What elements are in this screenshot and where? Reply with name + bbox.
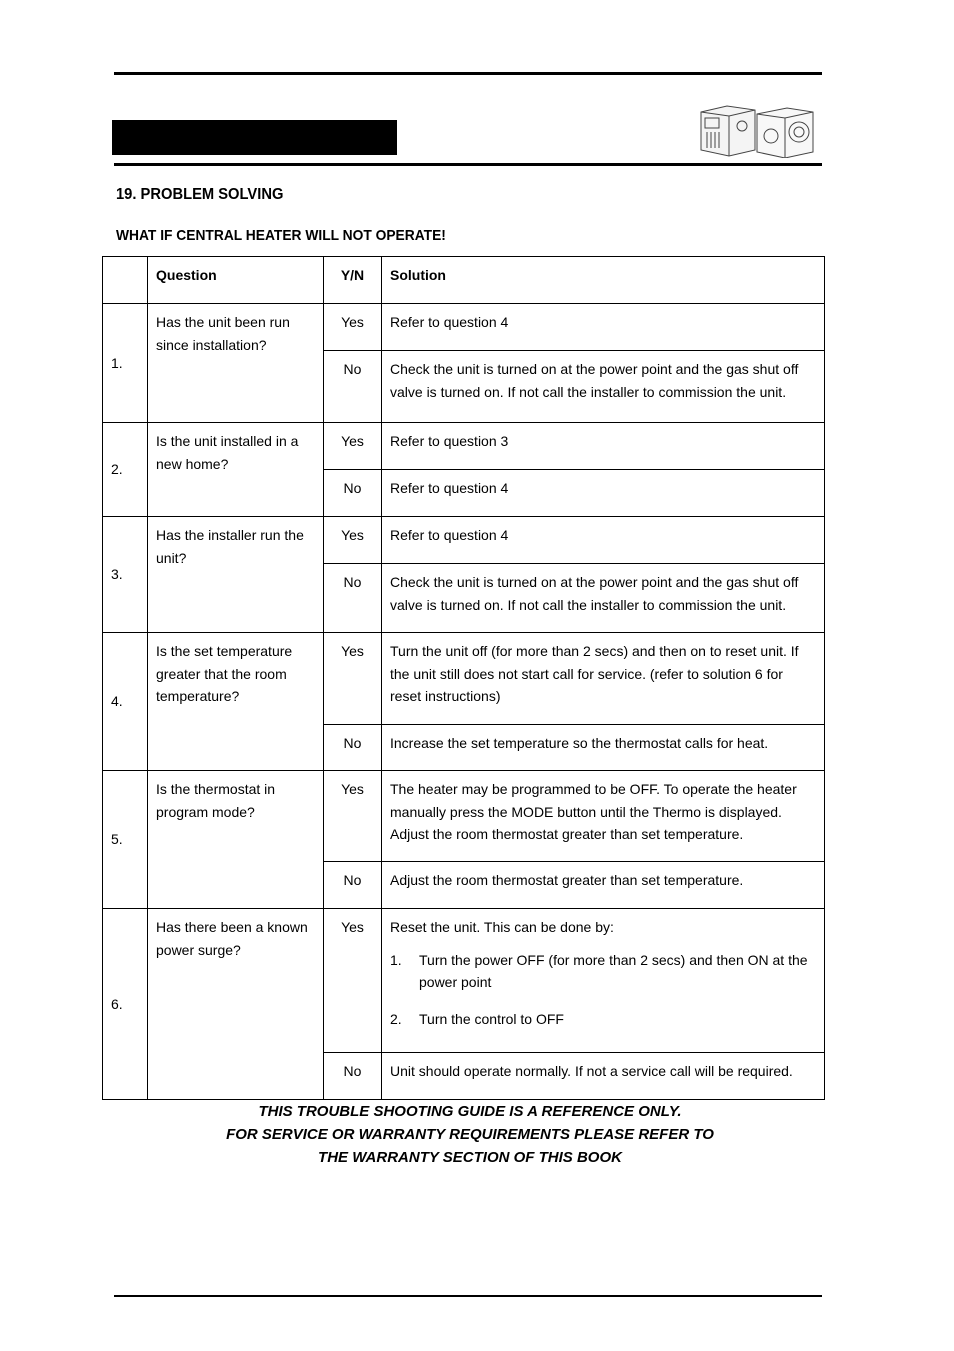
yes-label: Yes: [324, 909, 382, 1053]
yes-label: Yes: [324, 771, 382, 862]
step-text: Turn the power OFF (for more than 2 secs) and then ON at the power point: [419, 951, 808, 990]
row-question: Has the installer run the unit?: [148, 517, 324, 633]
no-label: No: [324, 725, 382, 771]
footer-note: [102, 1100, 838, 1169]
header-black-bar: [112, 120, 397, 155]
reset-steps-list: [390, 949, 816, 1031]
footer-line-2: FOR SERVICE OR WARRANTY REQUIREMENTS PLEASE REFER TO: [226, 1126, 714, 1143]
no-solution: Check the unit is turned on at the power point and the gas shut off valve is turned on. If not call the installer to commission the unit.: [382, 564, 825, 633]
section-title: 19. PROBLEM SOLVING: [116, 186, 284, 203]
table-row: [103, 304, 825, 351]
yes-solution: Refer to question 4: [382, 304, 825, 351]
heater-units-logo-icon: [697, 98, 815, 158]
footer-line-3: THE WARRANTY SECTION OF THIS BOOK: [318, 1149, 622, 1166]
top-rule: [114, 72, 822, 75]
row-question: Has there been a known power surge?: [148, 909, 324, 1100]
no-solution: Increase the set temperature so the thermostat calls for heat.: [382, 725, 825, 771]
table-row: [103, 771, 825, 862]
row-question: Is the unit installed in a new home?: [148, 423, 324, 517]
header-solution: Solution: [382, 257, 825, 304]
no-solution: Refer to question 4: [382, 470, 825, 517]
step-number: 1.: [390, 951, 402, 968]
row-number: 4.: [103, 633, 148, 771]
no-solution: Check the unit is turned on at the power point and the gas shut off valve is turned on. If not call the installer to commission the unit.: [382, 351, 825, 423]
table-header-row: [103, 257, 825, 304]
header-num: [103, 257, 148, 304]
no-solution: Unit should operate normally. If not a service call will be required.: [382, 1053, 825, 1100]
yes-solution: Refer to question 4: [382, 517, 825, 564]
header-yn: Y/N: [324, 257, 382, 304]
footer-line-1: THIS TROUBLE SHOOTING GUIDE IS A REFERENCE ONLY.: [258, 1103, 682, 1120]
no-label: No: [324, 564, 382, 633]
row-number: 5.: [103, 771, 148, 909]
no-label: No: [324, 862, 382, 909]
row-number: 1.: [103, 304, 148, 423]
problem-solving-table: [102, 256, 825, 1100]
yes-solution: Turn the unit off (for more than 2 secs) and then on to reset unit. If the unit still does not start call for service. (refer to solution 6 for reset instructions): [382, 633, 825, 725]
list-item: [390, 1008, 816, 1031]
step-text: Turn the control to OFF: [419, 1010, 564, 1027]
row-question: Is the set temperature greater that the room temperature?: [148, 633, 324, 771]
yes-label: Yes: [324, 423, 382, 470]
yes-solution: The heater may be programmed to be OFF. To operate the heater manually press the MODE button until the Thermo is displayed. Adjust the room thermostat greater than set temperature.: [382, 771, 825, 862]
table-row: [103, 517, 825, 564]
header-question: Question: [148, 257, 324, 304]
yes-label: Yes: [324, 517, 382, 564]
no-label: No: [324, 470, 382, 517]
yes-solution-cell: [382, 909, 825, 1053]
no-solution: Adjust the room thermostat greater than set temperature.: [382, 862, 825, 909]
yes-label: Yes: [324, 633, 382, 725]
row-number: 6.: [103, 909, 148, 1100]
table-row: [103, 909, 825, 1053]
row-number: 3.: [103, 517, 148, 633]
row-question: Is the thermostat in program mode?: [148, 771, 324, 909]
list-item: [390, 949, 816, 994]
bottom-rule: [114, 1295, 822, 1297]
table-row: [103, 423, 825, 470]
yes-solution: Reset the unit. This can be done by:: [390, 919, 614, 935]
row-number: 2.: [103, 423, 148, 517]
no-label: No: [324, 351, 382, 423]
no-label: No: [324, 1053, 382, 1100]
yes-solution: Refer to question 3: [382, 423, 825, 470]
table-row: [103, 633, 825, 725]
subtitle: WHAT IF CENTRAL HEATER WILL NOT OPERATE!: [116, 227, 446, 244]
row-question: Has the unit been run since installation?: [148, 304, 324, 423]
step-number: 2.: [390, 1010, 402, 1027]
yes-label: Yes: [324, 304, 382, 351]
header-underline-rule: [114, 163, 822, 166]
